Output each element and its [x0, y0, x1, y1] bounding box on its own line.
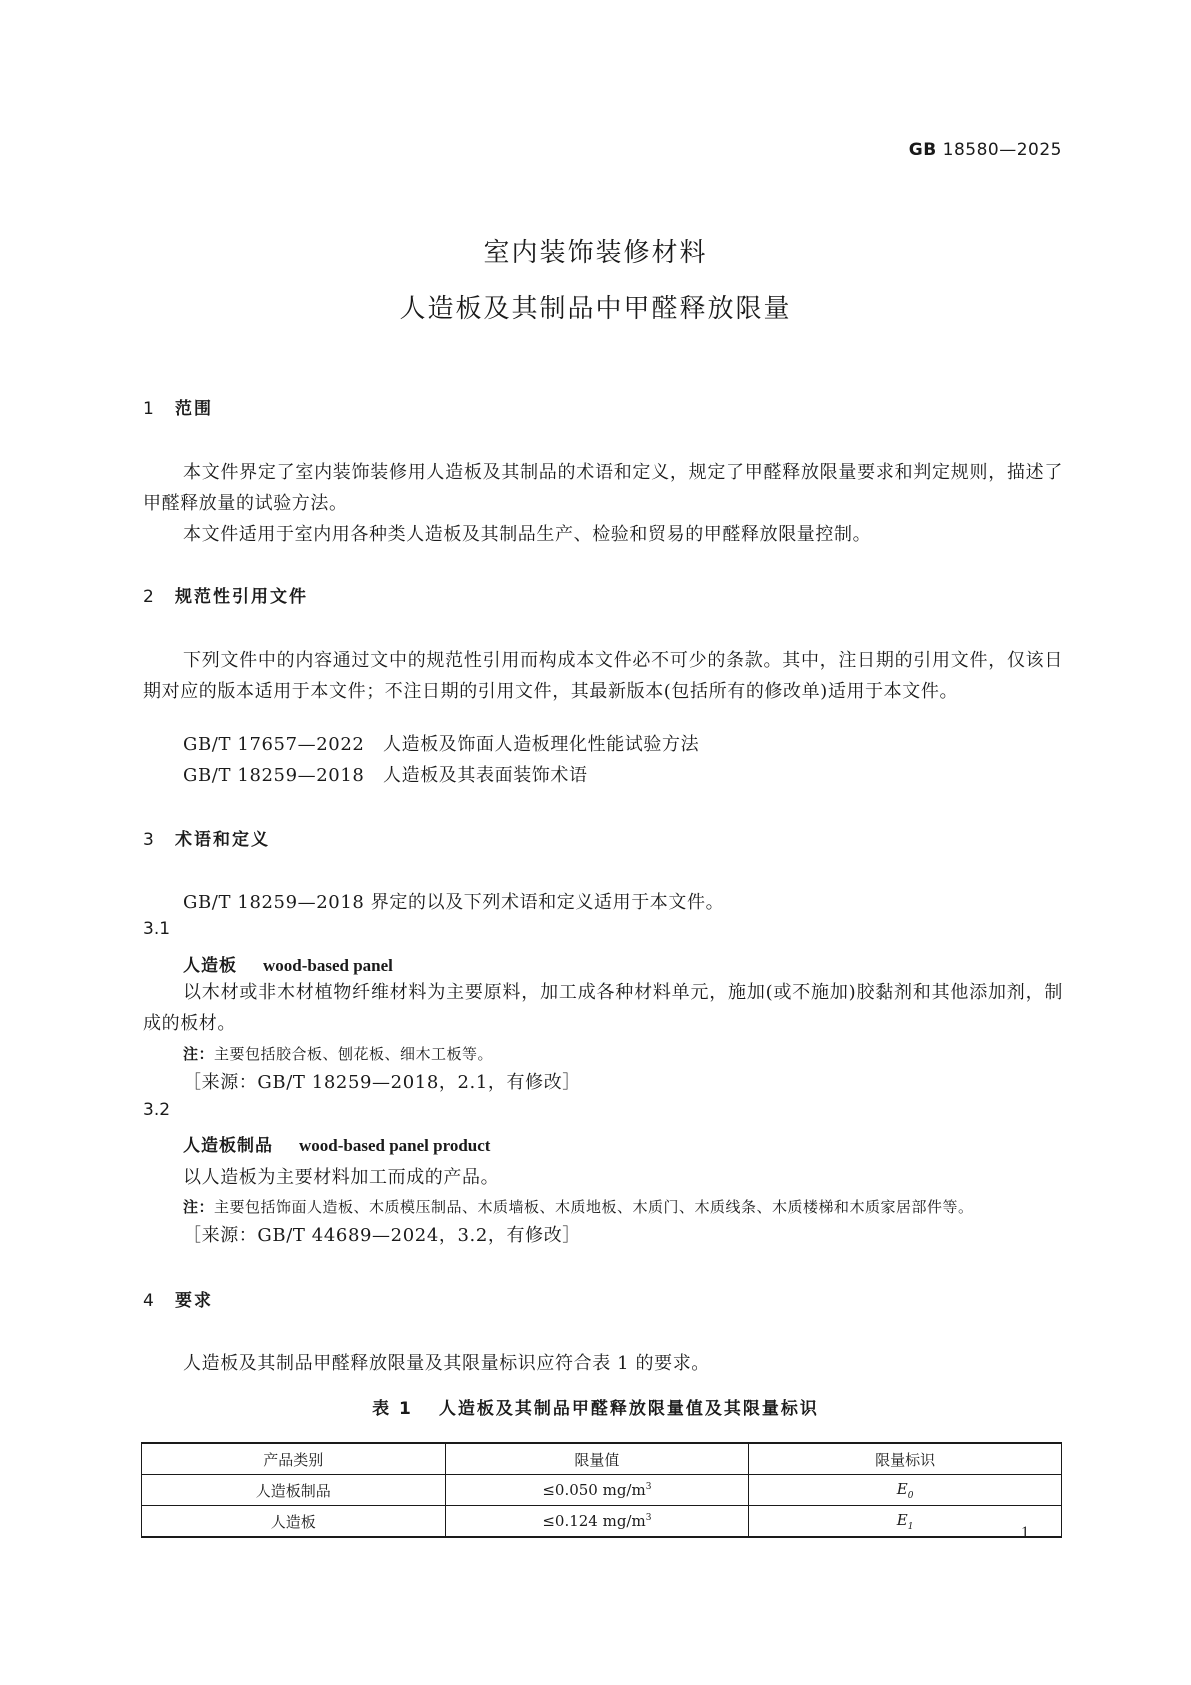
standard-number: 18580—2025 [942, 140, 1062, 160]
reference-code: GB/T 17657—2022 [183, 734, 365, 755]
section-1-heading [143, 394, 213, 419]
table-title: 人造板及其制品甲醛释放限量值及其限量标识 [438, 1399, 819, 1419]
page-number: 1 [1021, 1524, 1029, 1541]
reference-title: 人造板及其表面装饰术语 [383, 765, 588, 786]
term-note [183, 1196, 974, 1217]
section-3-number: 3 [143, 830, 154, 850]
mark-letter: E [896, 1510, 908, 1529]
section-2-heading [143, 582, 308, 607]
table-row [142, 1506, 1062, 1538]
term-english: wood-based panel [263, 956, 393, 975]
note-text: 主要包括饰面人造板、木质模压制品、木质墙板、木质地板、木质门、木质线条、木质楼梯和木质家居部件等。 [214, 1198, 974, 1216]
title-line-2: 人造板及其制品中甲醛释放限量 [399, 294, 792, 324]
term-english: wood-based panel product [299, 1136, 491, 1155]
mark-letter: E [896, 1479, 908, 1498]
standard-code [909, 140, 1062, 160]
cell-mark [749, 1475, 1062, 1506]
section-4-number: 4 [143, 1291, 154, 1311]
term-entry [183, 951, 393, 976]
mark-subscript: 1 [907, 1521, 914, 1532]
limit-unit-exponent: 3 [645, 1513, 652, 1523]
note-text: 主要包括胶合板、刨花板、细木工板等。 [214, 1045, 494, 1063]
limit-unit-exponent: 3 [645, 1482, 652, 1492]
term-source: ［来源：GB/T 44689—2024，3.2，有修改］ [183, 1225, 581, 1246]
table-caption [0, 1394, 1191, 1419]
formaldehyde-limits-table [141, 1442, 1062, 1538]
table-label: 表 1 [372, 1399, 413, 1419]
title-line-1: 室内装饰装修材料 [483, 238, 708, 268]
section-3-title: 术语和定义 [175, 830, 270, 850]
section-1-number: 1 [143, 399, 154, 419]
section-4-paragraph-1: 人造板及其制品甲醛释放限量及其限量标识应符合表 1 的要求。 [183, 1353, 710, 1374]
section-4-title: 要求 [175, 1291, 213, 1311]
cell-mark [749, 1506, 1062, 1538]
standard-prefix: GB [908, 140, 937, 160]
cell-category: 人造板制品 [142, 1475, 446, 1506]
section-3-heading [143, 825, 270, 850]
term-chinese: 人造板 [183, 956, 237, 976]
cell-limit [445, 1475, 749, 1506]
section-2-paragraph-1: 下列文件中的内容通过文中的规范性引用而构成本文件必不可少的条款。其中，注日期的引用文件，仅该日期对应的版本适用于本文件；不注日期的引用文件，其最新版本(包括所有的修改单)适用于本文件。 [143, 650, 1063, 702]
section-1-title: 范围 [175, 399, 213, 419]
note-label: 注： [183, 1045, 215, 1063]
reference-code: GB/T 18259—2018 [183, 765, 365, 786]
normative-reference [183, 761, 588, 787]
normative-reference [183, 730, 699, 756]
cell-category: 人造板 [142, 1506, 446, 1538]
term-definition: 以人造板为主要材料加工而成的产品。 [183, 1167, 500, 1188]
mark-subscript: 0 [907, 1490, 914, 1501]
table-row [142, 1475, 1062, 1506]
clause-number: 3.1 [143, 919, 171, 939]
section-3-paragraph-1: GB/T 18259—2018 界定的以及下列术语和定义适用于本文件。 [183, 892, 725, 913]
column-header-mark: 限量标识 [749, 1443, 1062, 1475]
column-header-limit: 限量值 [445, 1443, 749, 1475]
term-definition: 以木材或非木材植物纤维材料为主要原料，加工成各种材料单元，施加(或不施加)胶黏剂和其他添加剂，制成的板材。 [143, 982, 1063, 1034]
term-note [183, 1043, 493, 1064]
clause-number: 3.2 [143, 1100, 171, 1120]
section-1-paragraph-1: 本文件界定了室内装饰装修用人造板及其制品的术语和定义，规定了甲醛释放限量要求和判定规则，描述了甲醛释放量的试验方法。 [143, 462, 1063, 514]
limit-value: ≤0.050 mg/m [542, 1481, 646, 1499]
note-label: 注： [183, 1198, 215, 1216]
term-source: ［来源：GB/T 18259—2018，2.1，有修改］ [183, 1072, 581, 1093]
term-chinese: 人造板制品 [183, 1136, 273, 1156]
term-entry [183, 1131, 490, 1156]
table-header-row [142, 1443, 1062, 1475]
cell-limit [445, 1506, 749, 1538]
limit-value: ≤0.124 mg/m [542, 1512, 646, 1530]
column-header-category: 产品类别 [142, 1443, 446, 1475]
section-1-paragraph-2: 本文件适用于室内用各种类人造板及其制品生产、检验和贸易的甲醛释放限量控制。 [183, 524, 872, 545]
section-4-heading [143, 1286, 213, 1311]
section-2-title: 规范性引用文件 [175, 587, 308, 607]
reference-title: 人造板及饰面人造板理化性能试验方法 [383, 734, 700, 755]
section-2-number: 2 [143, 587, 154, 607]
